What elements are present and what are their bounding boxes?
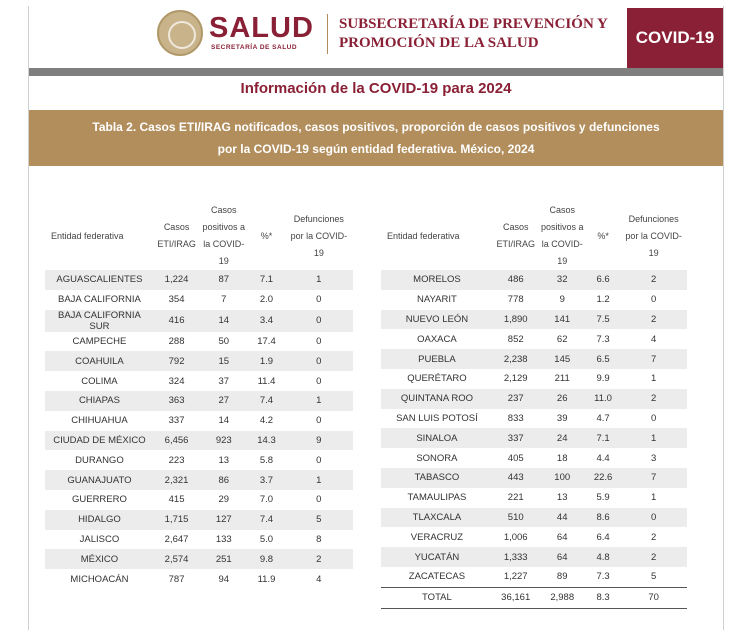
cell-entidad: DURANGO: [75, 454, 124, 466]
table-row: [45, 549, 353, 569]
cell-pct: 4.4: [596, 452, 610, 464]
cell-defunciones: 8: [316, 533, 322, 545]
table-row: [45, 371, 353, 391]
covid-badge: COVID-19: [627, 8, 723, 68]
table-row: [381, 369, 687, 389]
cell-pct: 9.8: [248, 549, 284, 569]
table-header-row: [381, 202, 687, 270]
cell-defunciones: 7: [620, 468, 687, 488]
cell-defunciones: 0: [316, 375, 322, 387]
total-cell-positivos: 2,988: [539, 587, 586, 608]
right-table-body: [381, 270, 687, 608]
header-entidad: Entidad federativa: [51, 230, 124, 241]
cell-casos: 852: [507, 333, 524, 345]
cell-defunciones: 0: [316, 454, 322, 466]
document-page: [28, 6, 724, 630]
cell-positivos: 64: [539, 547, 586, 567]
cell-casos: 6,456: [154, 431, 199, 451]
table-caption-line-1: Tabla 2. Casos ETI/IRAG notificados, casos positivos, proporción de casos positivos y defunciones: [92, 120, 660, 134]
table-row: [381, 488, 687, 508]
cell-defunciones: 0: [316, 415, 322, 427]
cell-pct: 5.8: [259, 454, 274, 466]
table-row: [45, 290, 353, 310]
cell-entidad: TAMAULIPAS: [407, 492, 467, 504]
total-row: [381, 587, 687, 608]
cell-pct: 7.3: [596, 571, 610, 583]
cell-positivos: 87: [199, 270, 248, 290]
cell-entidad: MORELOS: [381, 270, 493, 290]
cell-entidad: MÉXICO: [45, 549, 154, 569]
table-row: [45, 450, 353, 470]
cell-defunciones: 2: [285, 549, 353, 569]
table-row: [45, 351, 353, 371]
cell-defunciones: 7: [620, 349, 687, 369]
header-grey-bar: [29, 68, 723, 76]
cell-entidad: BAJA CALIFORNIA: [58, 294, 141, 306]
cell-casos: 1,224: [154, 270, 199, 290]
cell-casos: 1,333: [493, 547, 539, 567]
table-row: [381, 310, 687, 330]
cell-positivos: 26: [539, 389, 586, 409]
cell-casos: 1,227: [503, 571, 528, 583]
cell-positivos: 39: [556, 412, 568, 424]
header-defunciones: Defunciones por la COVID-19: [290, 213, 348, 258]
table-row: [381, 527, 687, 547]
cell-entidad: OAXACA: [417, 333, 457, 345]
cell-defunciones: 0: [620, 508, 687, 528]
cell-pct: 7.0: [259, 494, 274, 506]
cell-pct: 1.9: [248, 351, 284, 371]
cell-casos: 2,647: [164, 533, 189, 545]
table-row: [381, 349, 687, 369]
salud-logo-subtitle: SECRETARÍA DE SALUD: [211, 44, 298, 51]
cell-positivos: 50: [218, 335, 230, 347]
cell-casos: 237: [493, 389, 539, 409]
cell-casos: 833: [507, 412, 524, 424]
total-cell-entidad: TOTAL: [381, 587, 493, 608]
cell-casos: 223: [168, 454, 185, 466]
cell-entidad: NUEVO LEÓN: [381, 310, 493, 330]
cell-defunciones: 0: [316, 335, 322, 347]
cell-casos: 221: [507, 492, 524, 504]
cell-casos: 337: [493, 428, 539, 448]
table-row: [45, 270, 353, 290]
cell-positivos: 18: [556, 452, 568, 464]
cell-casos: 324: [168, 375, 185, 387]
cell-positivos: 44: [539, 508, 586, 528]
cell-casos: 1,715: [154, 510, 199, 530]
table-row: [45, 332, 353, 352]
cell-positivos: 27: [199, 391, 248, 411]
cell-positivos: 64: [556, 531, 568, 543]
cell-casos: 1,890: [493, 310, 539, 330]
cell-positivos: 13: [218, 454, 230, 466]
cell-positivos: 133: [215, 533, 232, 545]
cell-casos: 778: [507, 294, 524, 306]
cell-entidad: HIDALGO: [45, 510, 154, 530]
cell-defunciones: 2: [620, 547, 687, 567]
cell-pct: 6.4: [596, 531, 610, 543]
table-caption: [29, 110, 723, 166]
cell-entidad: CHIAPAS: [45, 391, 154, 411]
cell-casos: 1,006: [503, 531, 528, 543]
cell-defunciones: 0: [316, 494, 322, 506]
table-row: [381, 508, 687, 528]
cell-casos: 363: [154, 391, 199, 411]
cell-positivos: 141: [539, 310, 586, 330]
total-cell-defunciones: 70: [620, 587, 687, 608]
table-row: [45, 510, 353, 530]
cell-casos: 2,238: [493, 349, 539, 369]
cell-defunciones: 1: [650, 492, 657, 504]
cell-pct: 3.4: [248, 310, 284, 332]
cell-pct: 4.7: [596, 412, 610, 424]
total-cell-casos: 36,161: [493, 587, 539, 608]
cell-defunciones: 1: [285, 270, 353, 290]
cell-entidad: GUERRERO: [71, 494, 127, 506]
cell-pct: 5.9: [596, 492, 610, 504]
cell-positivos: 32: [539, 270, 586, 290]
subsecretaria-line-2: PROMOCIÓN DE LA SALUD: [339, 35, 539, 51]
header-casos: Casos ETI/IRAG: [157, 222, 196, 249]
cell-entidad: TABASCO: [381, 468, 493, 488]
cell-pct: 11.9: [257, 573, 276, 585]
cell-defunciones: 9: [285, 431, 353, 451]
cell-defunciones: 2: [650, 531, 657, 543]
cell-entidad: TLAXCALA: [381, 508, 493, 528]
cell-entidad: ZACATECAS: [408, 571, 466, 583]
cell-positivos: 15: [199, 351, 248, 371]
cell-positivos: 127: [199, 510, 248, 530]
cell-pct: 22.6: [586, 468, 620, 488]
cell-positivos: 86: [199, 470, 248, 490]
cell-pct: 14.3: [248, 431, 284, 451]
cell-entidad: JALISCO: [79, 533, 120, 545]
cell-defunciones: 5: [650, 571, 657, 583]
cell-entidad: BAJA CALIFORNIA SUR: [45, 310, 154, 332]
cell-pct: 11.4: [257, 375, 276, 387]
cell-entidad: COAHUILA: [45, 351, 154, 371]
cell-positivos: 89: [556, 571, 568, 583]
table-row: [381, 428, 687, 448]
subsecretaria-line-1: SUBSECRETARÍA DE PREVENCIÓN Y: [339, 16, 608, 32]
header-positivos: Casos positivos a la COVID-19: [202, 205, 246, 266]
cell-defunciones: 2: [620, 270, 687, 290]
cell-defunciones: 1: [620, 428, 687, 448]
cell-casos: 416: [154, 310, 199, 332]
cell-defunciones: 0: [316, 294, 322, 306]
cell-defunciones: 4: [316, 573, 322, 585]
table-row: [45, 310, 353, 332]
cell-positivos: 13: [556, 492, 568, 504]
cell-entidad: YUCATÁN: [381, 547, 493, 567]
cell-positivos: 145: [539, 349, 586, 369]
cell-positivos: 29: [218, 494, 230, 506]
cell-defunciones: 0: [285, 351, 353, 371]
cell-pct: 17.4: [257, 335, 276, 347]
cell-pct: 4.2: [259, 415, 274, 427]
cell-defunciones: 0: [650, 294, 657, 306]
cell-positivos: 94: [218, 573, 230, 585]
total-cell-pct: 8.3: [586, 587, 620, 608]
table-row: [381, 448, 687, 468]
table-caption-line-2: por la COVID-19 según entidad federativa. México, 2024: [217, 142, 535, 156]
table-row: [45, 411, 353, 431]
cell-entidad: GUANAJUATO: [45, 470, 154, 490]
header: [29, 6, 723, 68]
table-row: [45, 431, 353, 451]
cell-entidad: PUEBLA: [381, 349, 493, 369]
cell-defunciones: 2: [620, 310, 687, 330]
cell-pct: 7.4: [248, 391, 284, 411]
cell-entidad: CIUDAD DE MÉXICO: [45, 431, 154, 451]
cell-entidad: SINALOA: [381, 428, 493, 448]
cell-defunciones: 4: [650, 333, 657, 345]
cell-entidad: VERACRUZ: [410, 531, 464, 543]
cell-pct: 5.0: [259, 533, 274, 545]
header-divider: [327, 14, 328, 54]
table-row: [381, 468, 687, 488]
cell-casos: 415: [168, 494, 185, 506]
cell-entidad: QUINTANA ROO: [381, 389, 493, 409]
cell-entidad: CAMPECHE: [72, 335, 127, 347]
cell-casos: 792: [154, 351, 199, 371]
cell-pct: 9.9: [596, 373, 610, 385]
cell-pct: 8.6: [586, 508, 620, 528]
cell-pct: 7.4: [248, 510, 284, 530]
cell-pct: 6.5: [586, 349, 620, 369]
right-data-table: [381, 202, 687, 609]
cell-positivos: 9: [559, 294, 565, 306]
cell-casos: 288: [168, 335, 185, 347]
cell-entidad: SAN LUIS POTOSÍ: [396, 412, 478, 424]
cell-entidad: SONORA: [416, 452, 458, 464]
cell-casos: 2,574: [154, 549, 199, 569]
salud-logo: SALUD: [209, 12, 314, 44]
header-pct: %*: [597, 230, 609, 241]
cell-defunciones: 5: [285, 510, 353, 530]
page-title: Información de la COVID-19 para 2024: [240, 80, 512, 97]
cell-defunciones: 3: [650, 452, 657, 464]
cell-casos: 405: [507, 452, 524, 464]
cell-positivos: 923: [199, 431, 248, 451]
cell-defunciones: 1: [650, 373, 657, 385]
cell-defunciones: 1: [285, 391, 353, 411]
cell-pct: 7.5: [586, 310, 620, 330]
mexico-seal-icon: [157, 10, 203, 56]
cell-pct: 2.0: [259, 294, 274, 306]
header-casos: Casos ETI/IRAG: [496, 222, 535, 249]
cell-positivos: 211: [554, 373, 570, 385]
cell-entidad: COLIMA: [81, 375, 118, 387]
table-row: [381, 409, 687, 429]
cell-defunciones: 1: [285, 470, 353, 490]
header-entidad: Entidad federativa: [387, 230, 460, 241]
cell-casos: 337: [168, 415, 185, 427]
cell-entidad: QUERÉTARO: [407, 373, 467, 385]
table-row: [45, 470, 353, 490]
cell-pct: 7.1: [248, 270, 284, 290]
table-row: [381, 389, 687, 409]
table-row: [45, 391, 353, 411]
cell-casos: 486: [493, 270, 539, 290]
cell-pct: 7.3: [596, 333, 610, 345]
cell-positivos: 62: [556, 333, 568, 345]
cell-casos: 2,129: [503, 373, 528, 385]
cell-entidad: MICHOACÁN: [70, 573, 129, 585]
cell-entidad: NAYARIT: [417, 294, 457, 306]
header-positivos: Casos positivos a la COVID-19: [540, 205, 584, 266]
left-table-body: [45, 270, 353, 589]
cell-pct: 1.2: [596, 294, 610, 306]
table-row: [381, 567, 687, 587]
table-row: [381, 270, 687, 290]
cell-positivos: 100: [539, 468, 586, 488]
cell-entidad: CHIHUAHUA: [71, 415, 128, 427]
cell-pct: 11.0: [586, 389, 620, 409]
header-pct: %*: [260, 230, 273, 241]
cell-casos: 510: [493, 508, 539, 528]
header-defunciones: Defunciones por la COVID-19: [625, 213, 682, 258]
cell-pct: 4.8: [586, 547, 620, 567]
cell-defunciones: 2: [620, 389, 687, 409]
cell-casos: 787: [168, 573, 185, 585]
cell-entidad: AGUASCALIENTES: [45, 270, 154, 290]
cell-positivos: 24: [539, 428, 586, 448]
cell-positivos: 14: [199, 310, 248, 332]
left-data-table: [45, 202, 353, 589]
cell-casos: 354: [168, 294, 185, 306]
table-row: [45, 490, 353, 510]
cell-pct: 3.7: [248, 470, 284, 490]
cell-pct: 6.6: [586, 270, 620, 290]
cell-casos: 443: [493, 468, 539, 488]
cell-positivos: 251: [199, 549, 248, 569]
table-row: [381, 290, 687, 310]
table-row: [45, 569, 353, 589]
table-row: [45, 530, 353, 550]
cell-positivos: 7: [221, 294, 227, 306]
cell-positivos: 14: [218, 415, 230, 427]
table-row: [381, 329, 687, 349]
cell-defunciones: 0: [285, 310, 353, 332]
cell-pct: 7.1: [586, 428, 620, 448]
cell-positivos: 37: [218, 375, 230, 387]
subsecretaria-title: [339, 15, 619, 53]
cell-casos: 2,321: [154, 470, 199, 490]
table-row: [381, 547, 687, 567]
table-header-row: [45, 202, 353, 270]
cell-defunciones: 0: [650, 412, 657, 424]
